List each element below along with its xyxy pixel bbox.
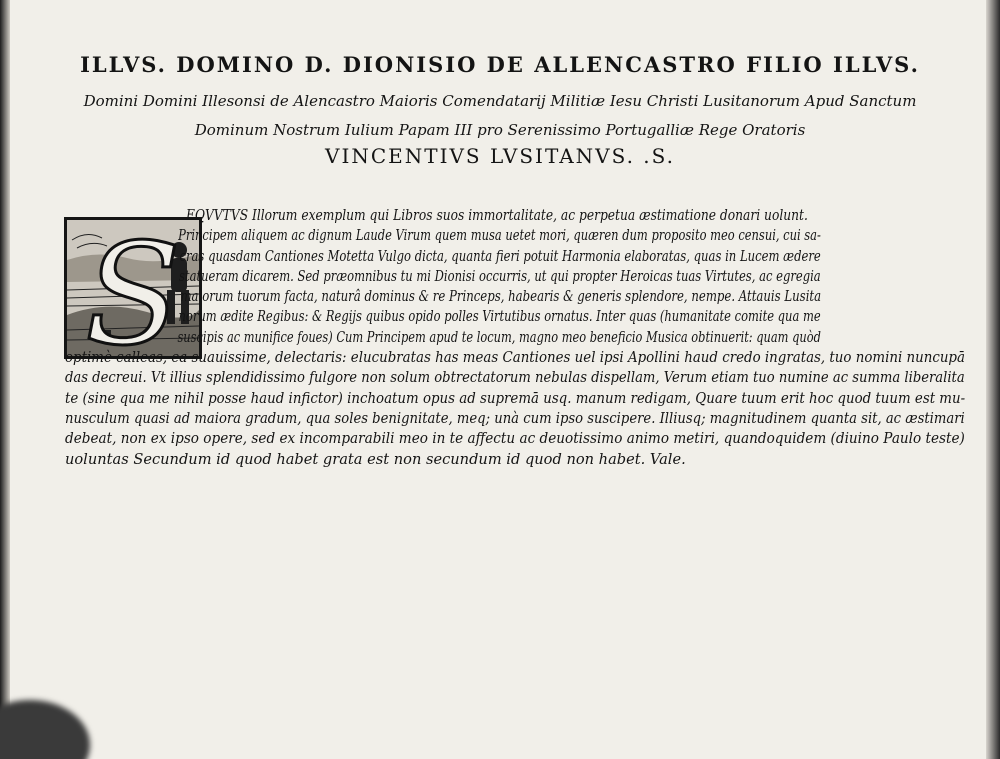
body-line: uoluntas Secundum id quod habet grata est non secundum id quod non habet. Vale. bbox=[65, 450, 686, 468]
initial-letter: S bbox=[85, 217, 181, 359]
page-right-edge bbox=[986, 0, 1000, 759]
body-line: EQVVTVS Illorum exemplum qui Libros suos immortalitate, ac perpetua æstimatione donari uolunt. bbox=[185, 207, 808, 224]
dedication-body bbox=[65, 206, 965, 470]
body-line: optimè calleas, ea suauissime, delectaris: elucubratas has meas Cantiones uel ipsi Apollini haud credo ingratas, tuo nomini nuncupā bbox=[65, 349, 965, 367]
body-line: te (sine qua me nihil posse haud infictor) inchoatum opus ad supremā usq. manum redigam, Quare tuum erit hoc quod tuum est mu- bbox=[65, 389, 966, 407]
body-line: suscipis ac munifice foues) Cum Principem apud te locum, magno meo beneficio Musica obtinuerit: quam quòd bbox=[177, 328, 821, 346]
scanner-thumb bbox=[0, 700, 90, 759]
page-left-shadow bbox=[0, 0, 10, 759]
author-salutation: VINCENTIVS LVSITANVS. .S. bbox=[325, 144, 675, 168]
body-line: debeat, non ex ipso opere, sed ex incomparabili meo in te affectu ac deuotissimo animo metiri, quandoquidem (diuino Paulo teste) bbox=[65, 430, 965, 448]
body-line: nusculum quasi ad maiora gradum, qua soles benignitate, meq; unà cum ipso suscipere. Illiusq; magnitudinem quanta sit, ac æstimari bbox=[65, 409, 965, 427]
body-line: norum ædite Regibus: & Regijs quibus opido polles Virtutibus ornatus. Inter quas (humanitate comite qua me bbox=[178, 308, 821, 326]
dedication-heading: ILLVS. DOMINO D. DIONISIO DE ALLENCASTRO FILIO ILLVS. bbox=[80, 52, 920, 77]
body-line: cras quasdam Cantiones Motetta Vulgo dicta, quanta fieri potuit Harmonia elaboratas, quas in Lucem ædere bbox=[179, 247, 821, 265]
dedication-subheading-line-1: Domini Domini Illesonsi de Alencastro Maioris Comendatarij Militiæ Iesu Christi Lusitanorum Apud Sanctum bbox=[83, 92, 917, 110]
body-line: maiorum tuorum facta, naturâ dominus & re Princeps, habearis & generis splendore, nempe. Attauis Lusita bbox=[180, 288, 822, 306]
body-line: Principem aliquem ac dignum Laude Virum quem musa uetet mori, quæren dum proposito meo censui, cui sa- bbox=[178, 227, 821, 245]
dedication-subheading-line-2: Dominum Nostrum Iulium Papam III pro Serenissimo Portugalliæ Rege Oratoris bbox=[194, 121, 806, 139]
body-line: statueram dicarem. Sed præomnibus tu mi Dionisi occurris, ut qui propter Heroicas tuas Virtutes, ac egregia bbox=[178, 267, 821, 285]
body-line: das decreui. Vt illius splendidissimo fulgore non solum obtrectatorum nebulas dispellam, Verum etiam tuo numine ac summa liberalita bbox=[65, 369, 965, 387]
